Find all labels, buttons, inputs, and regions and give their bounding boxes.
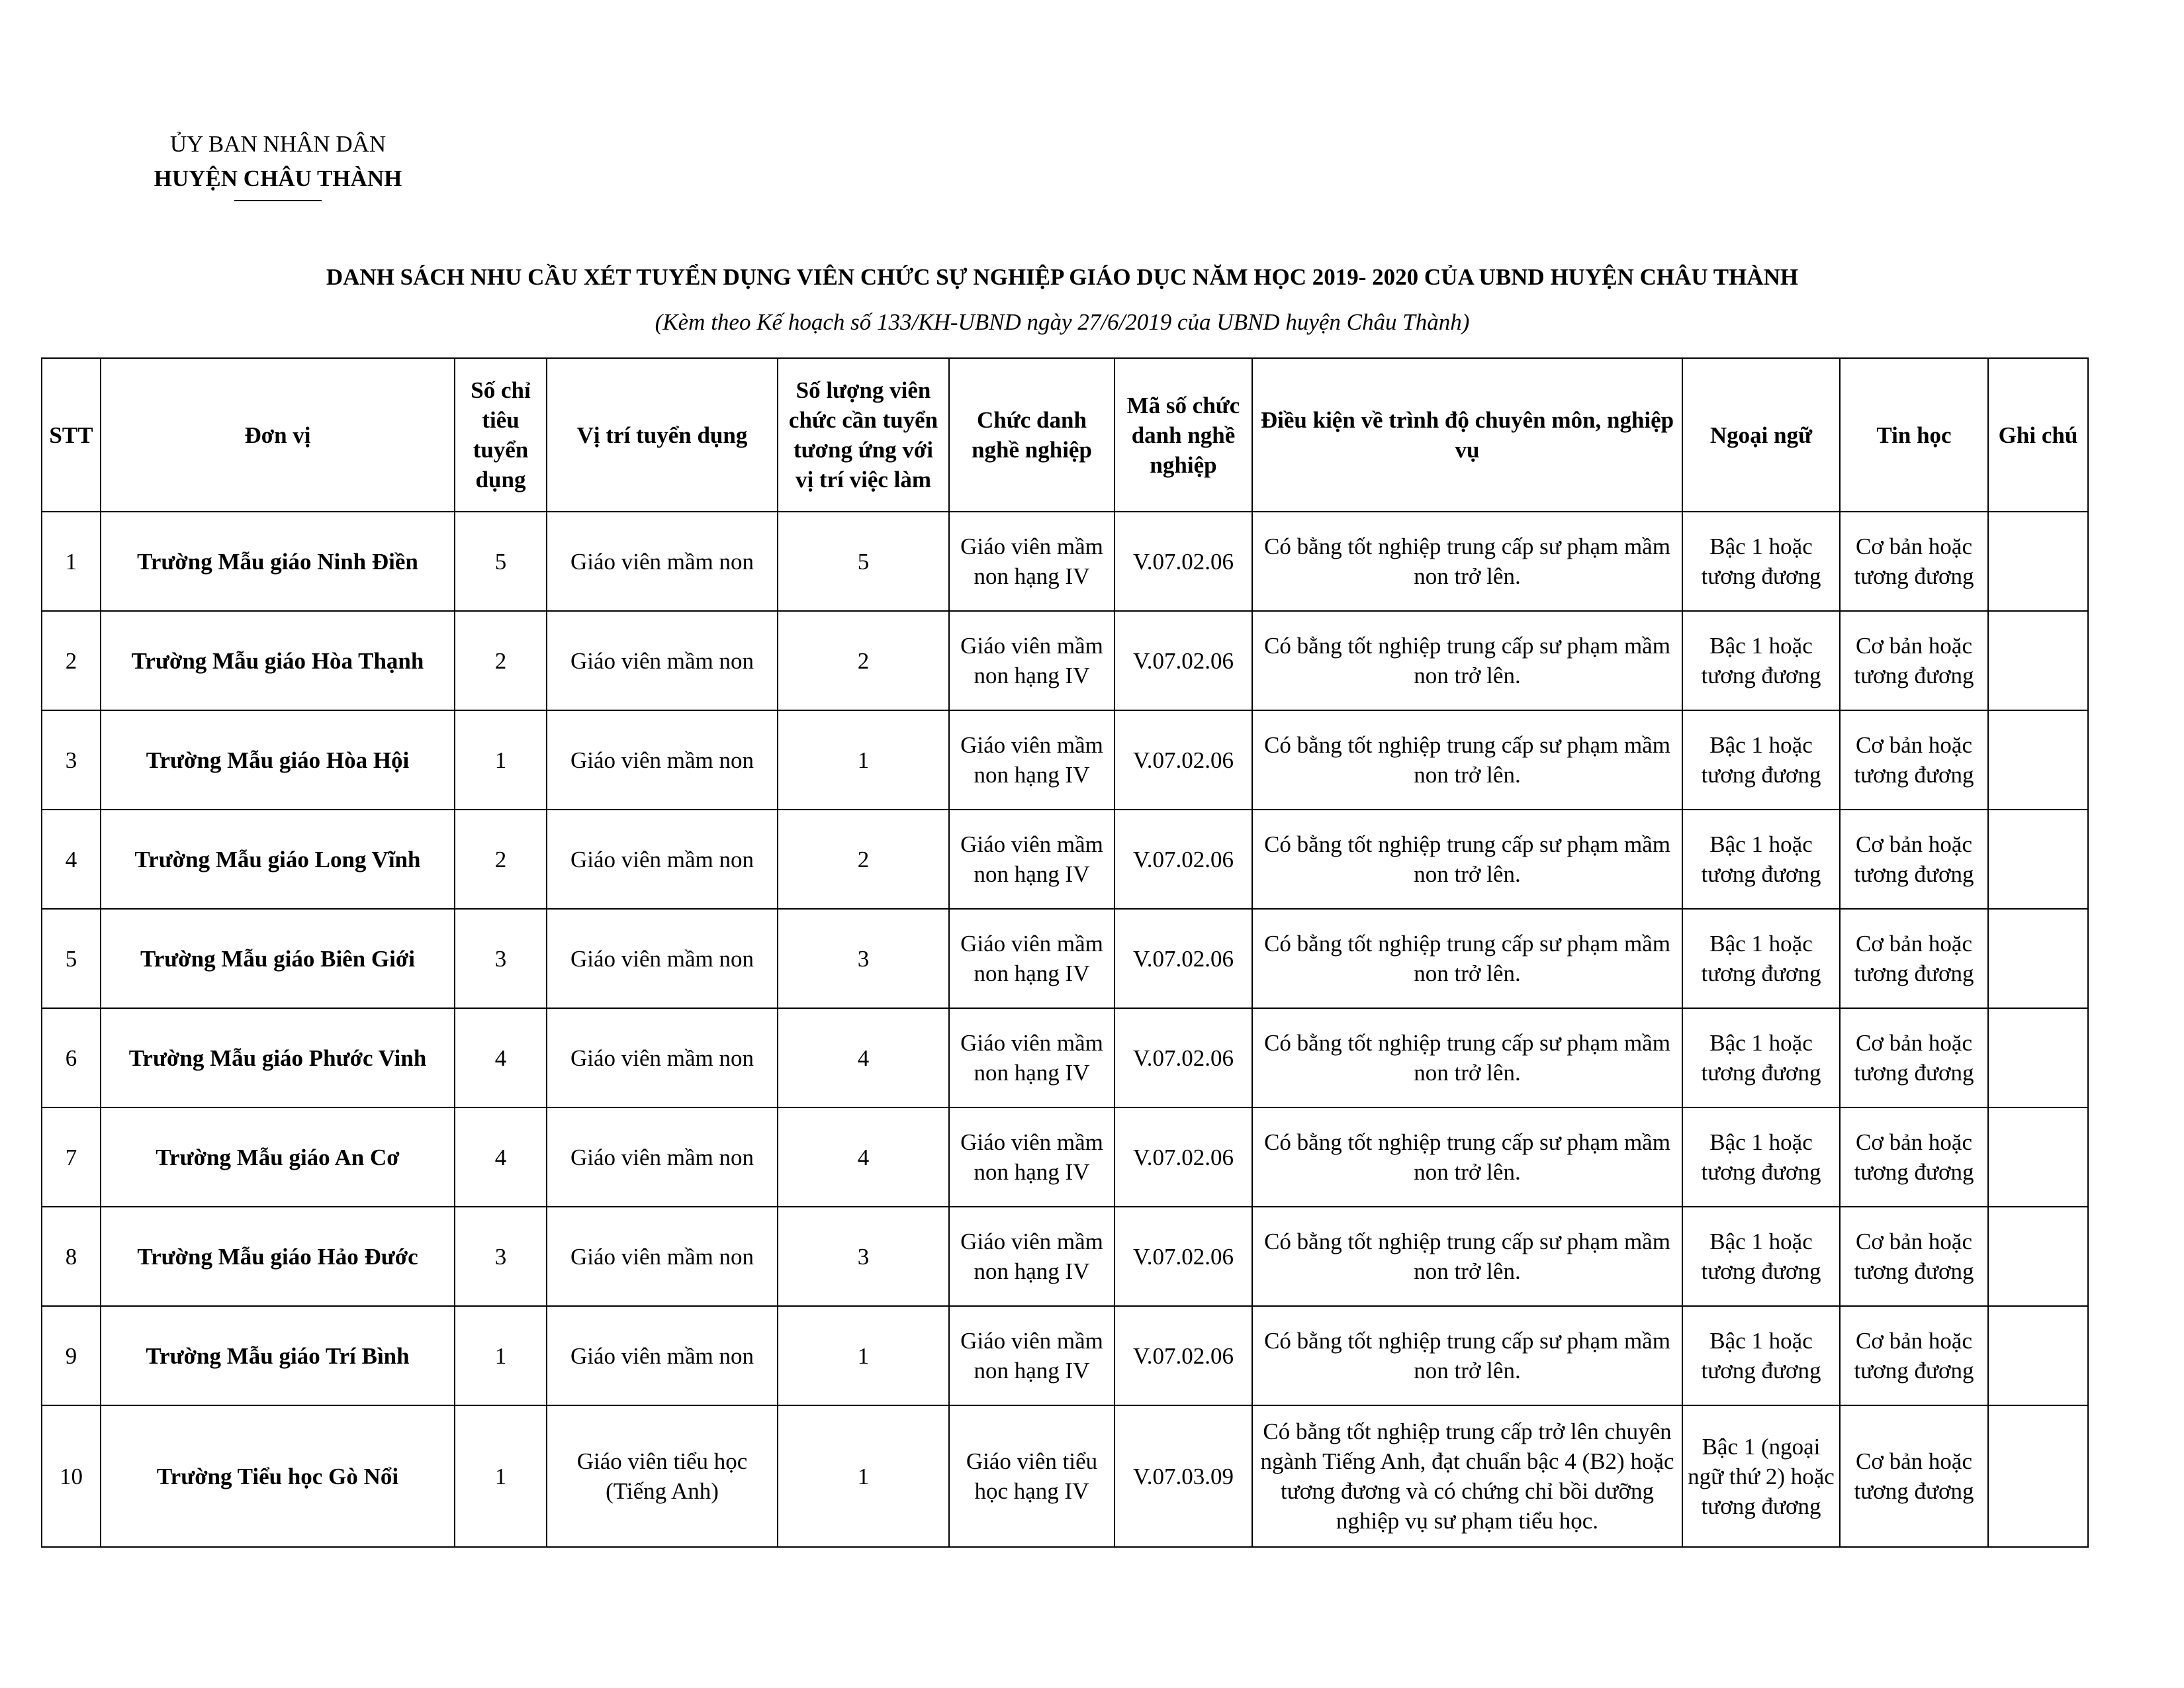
cell-count: 3 <box>778 909 949 1008</box>
cell-requirement: Có bằng tốt nghiệp trung cấp sư phạm mầm non trở lên. <box>1252 611 1682 710</box>
cell-job-title: Giáo viên tiểu học hạng IV <box>949 1405 1115 1547</box>
cell-job-title: Giáo viên mầm non hạng IV <box>949 512 1115 611</box>
cell-count: 3 <box>778 1207 949 1306</box>
cell-language: Bậc 1 hoặc tương đương <box>1682 1008 1840 1107</box>
cell-stt: 10 <box>42 1405 101 1547</box>
cell-unit: Trường Tiểu học Gò Nổi <box>101 1405 455 1547</box>
cell-position: Giáo viên mầm non <box>547 810 778 909</box>
cell-note <box>1988 1207 2088 1306</box>
column-header-job-code: Mã số chức danh nghề nghiệp <box>1115 358 1252 512</box>
cell-job-title: Giáo viên mầm non hạng IV <box>949 810 1115 909</box>
cell-it: Cơ bản hoặc tương đương <box>1840 1207 1988 1306</box>
recruitment-table <box>41 357 2089 1548</box>
cell-count: 2 <box>778 611 949 710</box>
cell-requirement: Có bằng tốt nghiệp trung cấp trở lên chuyên ngành Tiếng Anh, đạt chuẩn bậc 4 (B2) hoặc tương đương và có chứng chỉ bồi dưỡng nghiệp vụ sư phạm tiểu học. <box>1252 1405 1682 1547</box>
cell-note <box>1988 1107 2088 1207</box>
table-row <box>42 909 2088 1008</box>
cell-language: Bậc 1 hoặc tương đương <box>1682 909 1840 1008</box>
table-row <box>42 1008 2088 1107</box>
cell-quota: 4 <box>455 1008 547 1107</box>
cell-job-title: Giáo viên mầm non hạng IV <box>949 710 1115 810</box>
cell-unit: Trường Mẫu giáo Hòa Hội <box>101 710 455 810</box>
cell-note <box>1988 611 2088 710</box>
cell-unit: Trường Mẫu giáo Hảo Đước <box>101 1207 455 1306</box>
cell-position: Giáo viên mầm non <box>547 1008 778 1107</box>
table-row <box>42 1107 2088 1207</box>
cell-stt: 2 <box>42 611 101 710</box>
column-header-it: Tin học <box>1840 358 1988 512</box>
cell-quota: 1 <box>455 710 547 810</box>
table-row <box>42 810 2088 909</box>
cell-quota: 4 <box>455 1107 547 1207</box>
column-header-count: Số lượng viên chức cần tuyển tương ứng với vị trí việc làm <box>778 358 949 512</box>
cell-job-code: V.07.02.06 <box>1115 909 1252 1008</box>
cell-requirement: Có bằng tốt nghiệp trung cấp sư phạm mầm non trở lên. <box>1252 1008 1682 1107</box>
cell-count: 2 <box>778 810 949 909</box>
cell-requirement: Có bằng tốt nghiệp trung cấp sư phạm mầm non trở lên. <box>1252 1306 1682 1405</box>
column-header-language: Ngoại ngữ <box>1682 358 1840 512</box>
cell-unit: Trường Mẫu giáo Trí Bình <box>101 1306 455 1405</box>
cell-language: Bậc 1 hoặc tương đương <box>1682 611 1840 710</box>
table-row <box>42 1207 2088 1306</box>
cell-stt: 3 <box>42 710 101 810</box>
cell-job-title: Giáo viên mầm non hạng IV <box>949 1207 1115 1306</box>
cell-language: Bậc 1 (ngoại ngữ thứ 2) hoặc tương đương <box>1682 1405 1840 1547</box>
column-header-stt: STT <box>42 358 101 512</box>
cell-position: Giáo viên mầm non <box>547 1107 778 1207</box>
cell-stt: 1 <box>42 512 101 611</box>
cell-count: 1 <box>778 1405 949 1547</box>
table-row <box>42 710 2088 810</box>
cell-language: Bậc 1 hoặc tương đương <box>1682 512 1840 611</box>
cell-job-code: V.07.02.06 <box>1115 1008 1252 1107</box>
column-header-unit: Đơn vị <box>101 358 455 512</box>
cell-quota: 3 <box>455 1207 547 1306</box>
cell-unit: Trường Mẫu giáo Ninh Điền <box>101 512 455 611</box>
cell-note <box>1988 810 2088 909</box>
cell-stt: 7 <box>42 1107 101 1207</box>
cell-count: 4 <box>778 1008 949 1107</box>
cell-stt: 6 <box>42 1008 101 1107</box>
cell-unit: Trường Mẫu giáo Phước Vinh <box>101 1008 455 1107</box>
column-header-requirement: Điều kiện về trình độ chuyên môn, nghiệp vụ <box>1252 358 1682 512</box>
column-header-position: Vị trí tuyển dụng <box>547 358 778 512</box>
cell-quota: 5 <box>455 512 547 611</box>
cell-position: Giáo viên mầm non <box>547 611 778 710</box>
cell-job-title: Giáo viên mầm non hạng IV <box>949 611 1115 710</box>
cell-position: Giáo viên mầm non <box>547 512 778 611</box>
cell-stt: 4 <box>42 810 101 909</box>
table-row <box>42 611 2088 710</box>
cell-job-title: Giáo viên mầm non hạng IV <box>949 1107 1115 1207</box>
cell-quota: 2 <box>455 810 547 909</box>
district-name: HUYỆN CHÂU THÀNH <box>154 165 402 191</box>
cell-unit: Trường Mẫu giáo An Cơ <box>101 1107 455 1207</box>
cell-quota: 3 <box>455 909 547 1008</box>
cell-count: 5 <box>778 512 949 611</box>
cell-stt: 8 <box>42 1207 101 1306</box>
cell-count: 1 <box>778 710 949 810</box>
cell-it: Cơ bản hoặc tương đương <box>1840 909 1988 1008</box>
cell-language: Bậc 1 hoặc tương đương <box>1682 710 1840 810</box>
cell-requirement: Có bằng tốt nghiệp trung cấp sư phạm mầm non trở lên. <box>1252 810 1682 909</box>
cell-requirement: Có bằng tốt nghiệp trung cấp sư phạm mầm non trở lên. <box>1252 710 1682 810</box>
cell-quota: 1 <box>455 1405 547 1547</box>
cell-note <box>1988 909 2088 1008</box>
cell-unit: Trường Mẫu giáo Hòa Thạnh <box>101 611 455 710</box>
cell-requirement: Có bằng tốt nghiệp trung cấp sư phạm mầm non trở lên. <box>1252 1107 1682 1207</box>
cell-note <box>1988 1405 2088 1547</box>
cell-it: Cơ bản hoặc tương đương <box>1840 1008 1988 1107</box>
cell-count: 1 <box>778 1306 949 1405</box>
cell-language: Bậc 1 hoặc tương đương <box>1682 1107 1840 1207</box>
cell-language: Bậc 1 hoặc tương đương <box>1682 1306 1840 1405</box>
cell-job-title: Giáo viên mầm non hạng IV <box>949 1008 1115 1107</box>
cell-job-code: V.07.02.06 <box>1115 1207 1252 1306</box>
cell-job-code: V.07.02.06 <box>1115 1306 1252 1405</box>
document-subtitle: (Kèm theo Kế hoạch số 133/KH-UBND ngày 27/6/2019 của UBND huyện Châu Thành) <box>655 309 1470 335</box>
cell-job-code: V.07.02.06 <box>1115 1107 1252 1207</box>
cell-language: Bậc 1 hoặc tương đương <box>1682 1207 1840 1306</box>
cell-job-code: V.07.02.06 <box>1115 512 1252 611</box>
cell-position: Giáo viên mầm non <box>547 1306 778 1405</box>
cell-job-code: V.07.02.06 <box>1115 810 1252 909</box>
cell-position: Giáo viên mầm non <box>547 1207 778 1306</box>
header-underline <box>234 200 322 201</box>
table-row <box>42 1306 2088 1405</box>
column-header-quota: Số chỉ tiêu tuyển dụng <box>455 358 547 512</box>
table-row <box>42 512 2088 611</box>
cell-job-title: Giáo viên mầm non hạng IV <box>949 909 1115 1008</box>
column-header-job-title: Chức danh nghề nghiệp <box>949 358 1115 512</box>
cell-unit: Trường Mẫu giáo Biên Giới <box>101 909 455 1008</box>
cell-note <box>1988 710 2088 810</box>
cell-it: Cơ bản hoặc tương đương <box>1840 710 1988 810</box>
cell-job-title: Giáo viên mầm non hạng IV <box>949 1306 1115 1405</box>
cell-stt: 9 <box>42 1306 101 1405</box>
cell-unit: Trường Mẫu giáo Long Vĩnh <box>101 810 455 909</box>
cell-position: Giáo viên tiểu học (Tiếng Anh) <box>547 1405 778 1547</box>
cell-it: Cơ bản hoặc tương đương <box>1840 611 1988 710</box>
cell-job-code: V.07.02.06 <box>1115 710 1252 810</box>
table-row <box>42 1405 2088 1547</box>
cell-requirement: Có bằng tốt nghiệp trung cấp sư phạm mầm non trở lên. <box>1252 512 1682 611</box>
cell-position: Giáo viên mầm non <box>547 710 778 810</box>
cell-quota: 1 <box>455 1306 547 1405</box>
cell-job-code: V.07.02.06 <box>1115 611 1252 710</box>
cell-requirement: Có bằng tốt nghiệp trung cấp sư phạm mầm non trở lên. <box>1252 1207 1682 1306</box>
cell-job-code: V.07.03.09 <box>1115 1405 1252 1547</box>
cell-it: Cơ bản hoặc tương đương <box>1840 1405 1988 1547</box>
document-title: DANH SÁCH NHU CẦU XÉT TUYỂN DỤNG VIÊN CHỨC SỰ NGHIỆP GIÁO DỤC NĂM HỌC 2019- 2020 CỦA UBND HUYỆN CHÂU THÀNH <box>326 264 1799 290</box>
cell-it: Cơ bản hoặc tương đương <box>1840 1107 1988 1207</box>
column-header-note: Ghi chú <box>1988 358 2088 512</box>
issuing-authority <box>126 130 430 201</box>
cell-requirement: Có bằng tốt nghiệp trung cấp sư phạm mầm non trở lên. <box>1252 909 1682 1008</box>
cell-quota: 2 <box>455 611 547 710</box>
cell-stt: 5 <box>42 909 101 1008</box>
authority-name: ỦY BAN NHÂN DÂN <box>169 131 387 157</box>
cell-note <box>1988 1306 2088 1405</box>
cell-note <box>1988 1008 2088 1107</box>
cell-language: Bậc 1 hoặc tương đương <box>1682 810 1840 909</box>
cell-count: 4 <box>778 1107 949 1207</box>
cell-it: Cơ bản hoặc tương đương <box>1840 810 1988 909</box>
cell-note <box>1988 512 2088 611</box>
cell-position: Giáo viên mầm non <box>547 909 778 1008</box>
cell-it: Cơ bản hoặc tương đương <box>1840 512 1988 611</box>
table-header-row <box>42 358 2088 512</box>
cell-it: Cơ bản hoặc tương đương <box>1840 1306 1988 1405</box>
